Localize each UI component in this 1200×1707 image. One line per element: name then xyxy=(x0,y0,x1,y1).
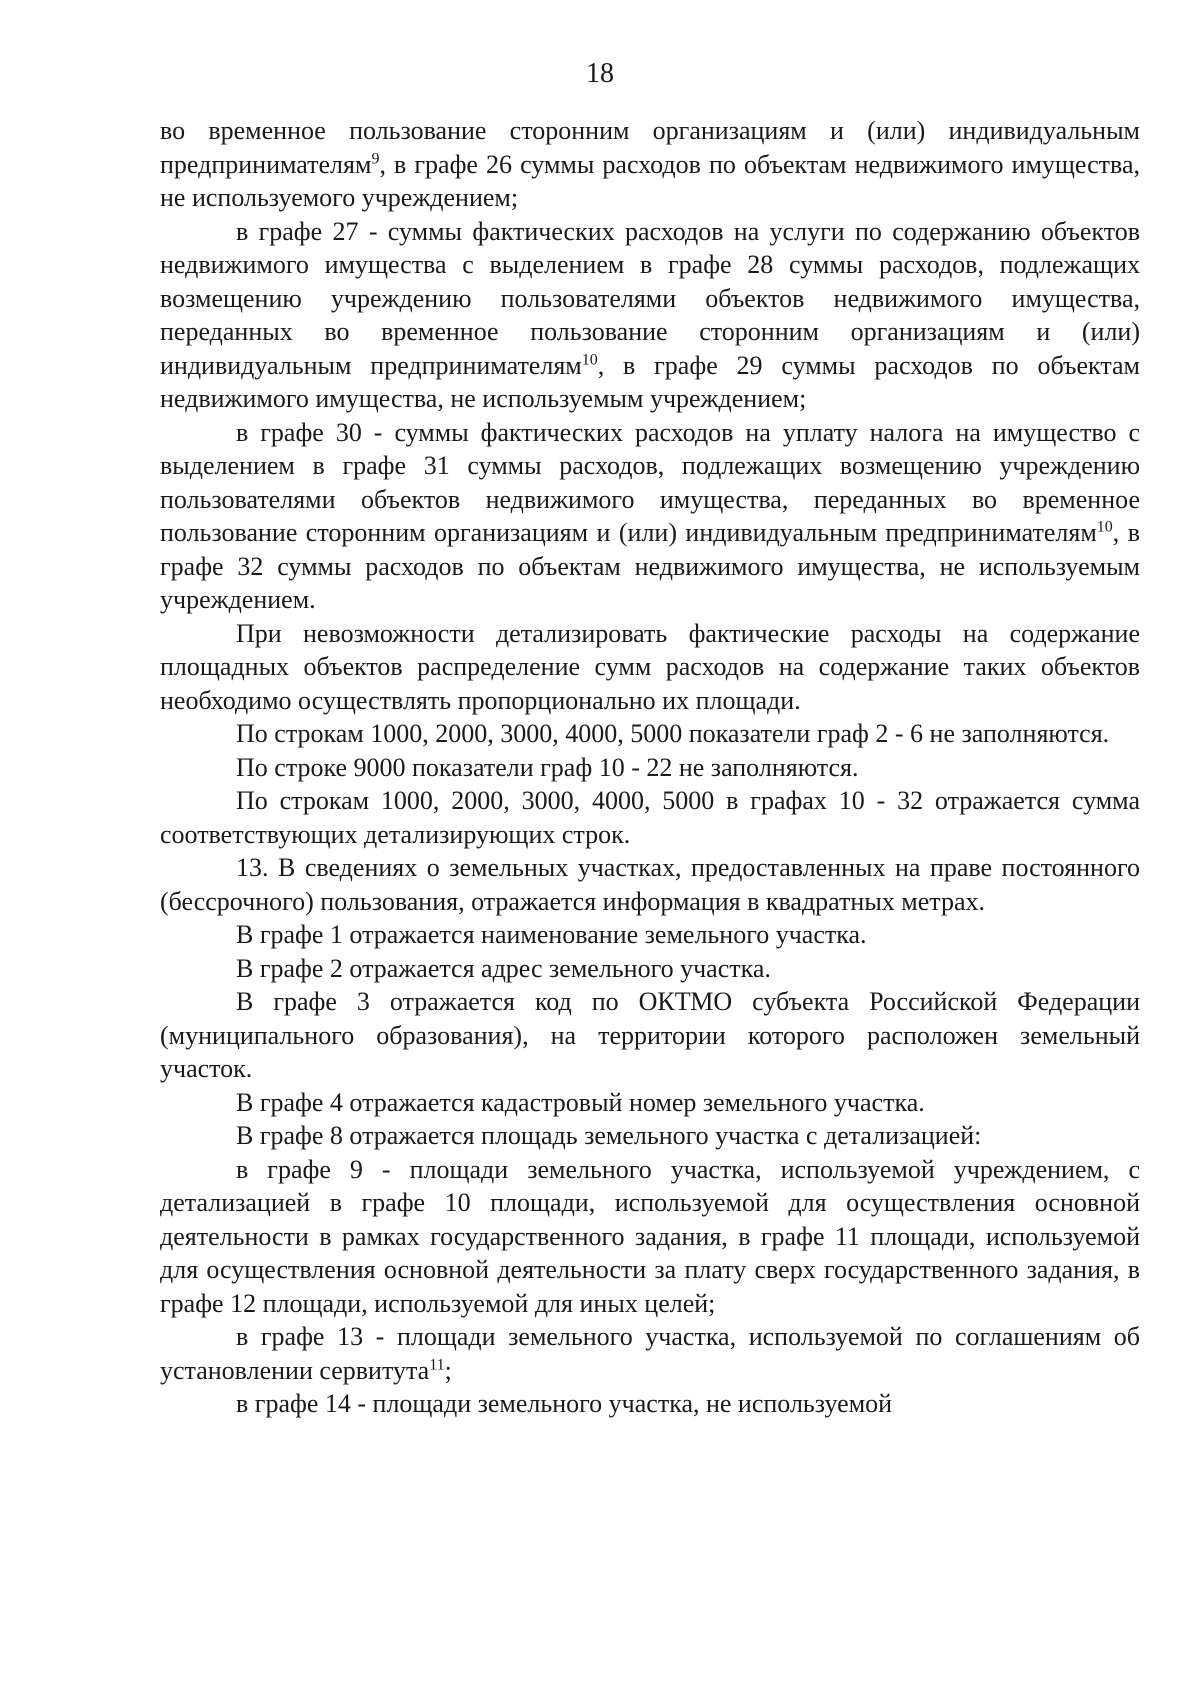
paragraph-text: в графе 9 - площади земельного участка, используемой учреждением, с детализацией в графе 10 площади, используемой для осуществления основной деятельности в рамках государственного задания, в графе 11 площади, используемой для осуществления основной деятельности за плату сверх государственного задания, в графе 12 площади, используемой для иных целей; xyxy=(160,1154,1140,1318)
paragraph xyxy=(160,215,1140,416)
paragraph-text: в графе 13 - площади земельного участка, используемой по соглашениям об установлении сервитута xyxy=(160,1322,1140,1385)
paragraph-text: По строкам 1000, 2000, 3000, 4000, 5000 показатели граф 2 - 6 не заполняются. xyxy=(236,719,1110,748)
paragraph-text: В графе 8 отражается площадь земельного участка с детализацией: xyxy=(236,1121,982,1150)
paragraph xyxy=(160,1387,1140,1421)
paragraph-text: ; xyxy=(444,1355,452,1385)
paragraph-text: в графе 30 - суммы фактических расходов на уплату налога на имущество с выделением в графе 31 суммы расходов, подлежащих возмещению учреждению пользователями объектов недвижимого имущества, переданных во временное пользование сторонним организациям и (или) индивидуальным предпринимателям xyxy=(160,417,1140,547)
paragraph xyxy=(160,1153,1140,1321)
paragraph-text: В графе 3 отражается код по ОКТМО субъекта Российской Федерации (муниципального образования), на территории которого расположен земельный участок. xyxy=(160,987,1140,1083)
paragraph xyxy=(160,114,1140,215)
paragraph xyxy=(160,1119,1140,1153)
footnote-reference: 10 xyxy=(1096,518,1113,536)
paragraph-text: В графе 1 отражается наименование земельного участка. xyxy=(236,920,867,949)
paragraph xyxy=(160,416,1140,617)
paragraph xyxy=(160,1086,1140,1120)
paragraph xyxy=(160,918,1140,952)
paragraph-text: , в графе 32 суммы расходов по объектам недвижимого имущества, не используемым учреждением. xyxy=(160,518,1140,614)
paragraph xyxy=(160,985,1140,1086)
footnote-reference: 10 xyxy=(581,350,598,368)
paragraph-text: В графе 4 отражается кадастровый номер земельного участка. xyxy=(236,1087,925,1117)
footnote-reference: 9 xyxy=(371,149,380,167)
paragraph-text: во временное пользование сторонним организациям и (или) индивидуальным предпринимателям xyxy=(160,116,1140,179)
paragraph-text: По строке 9000 показатели граф 10 - 22 не заполняются. xyxy=(236,752,859,782)
paragraph-text: , в графе 29 суммы расходов по объектам недвижимого имущества, не используемым учреждением; xyxy=(160,350,1140,413)
paragraph xyxy=(160,751,1140,785)
paragraph-text: В графе 2 отражается адрес земельного участка. xyxy=(236,953,771,983)
paragraph-text: По строкам 1000, 2000, 3000, 4000, 5000 в графах 10 - 32 отражается сумма соответствующих детализирующих строк. xyxy=(160,786,1140,849)
paragraph xyxy=(160,851,1140,918)
paragraph-text: 13. В сведениях о земельных участках, предоставленных на праве постоянного (бессрочного) пользования, отражается информация в квадратных метрах. xyxy=(160,853,1140,916)
page-number: 18 xyxy=(586,58,614,89)
paragraph xyxy=(160,617,1140,718)
paragraph-text: При невозможности детализировать фактические расходы на содержание площадных объектов распределение сумм расходов на содержание таких объектов необходимо осуществлять пропорционально их площади. xyxy=(160,618,1140,715)
paragraph-text: , в графе 26 суммы расходов по объектам недвижимого имущества, не используемого учреждением; xyxy=(160,149,1140,212)
paragraph-text: в графе 27 - суммы фактических расходов на услуги по содержанию объектов недвижимого имущества с выделением в графе 28 суммы расходов, подлежащих возмещению учреждению пользователями объектов недвижимого имущества, переданных во временное пользование сторонним организациям и (или) индивидуальным предпринимателям xyxy=(160,216,1140,380)
paragraph xyxy=(160,717,1140,751)
paragraph xyxy=(160,1320,1140,1387)
document-body xyxy=(160,114,1140,1421)
paragraph xyxy=(160,784,1140,851)
footnote-reference: 11 xyxy=(429,1355,445,1373)
paragraph xyxy=(160,952,1140,986)
paragraph-text: в графе 14 - площади земельного участка, не используемой xyxy=(236,1389,893,1418)
